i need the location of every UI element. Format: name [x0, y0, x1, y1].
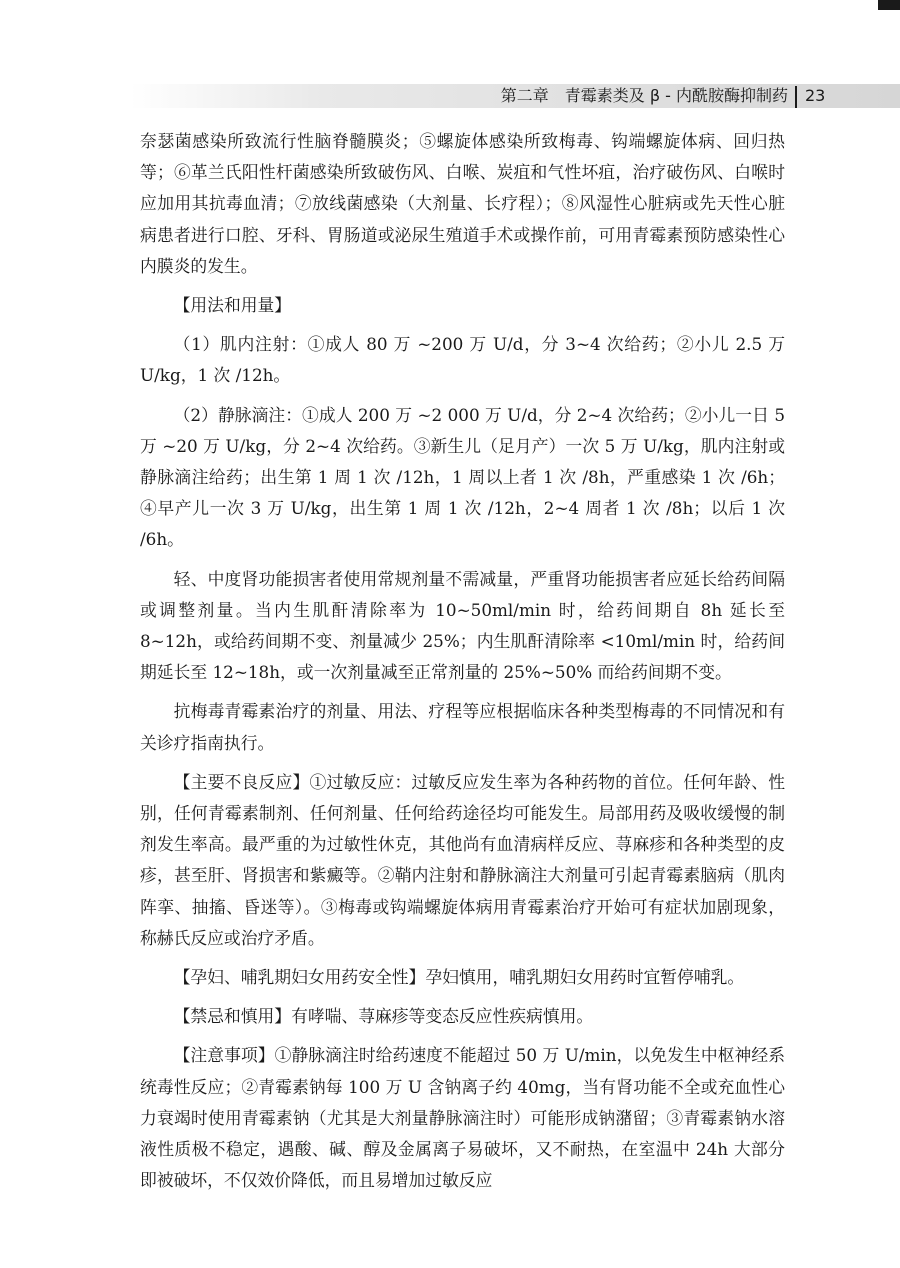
body-text [140, 126, 785, 1205]
paragraph-renal-adjustment: 轻、中度肾功能损害者使用常规剂量不需减量，严重肾功能损害者应延长给药间隔或调整剂量。当内生肌酐清除率为 10~50ml/min 时，给药间期自 8h 延长至 8~12h，或给药间期不变、剂量减少 25%；内生肌酐清除率 <10ml/min 时，给药间期延长至 12~18h，或一次剂量减至正常剂量的 25%~50% 而给药间期不变。 [140, 568, 785, 683]
corner-mark [878, 0, 900, 10]
contraindications-text: 有哮喘、荨麻疹等变态反应性疾病慎用。 [291, 1006, 594, 1027]
paragraph-syphilis: 抗梅毒青霉素治疗的剂量、用法、疗程等应根据临床各种类型梅毒的不同情况和有关诊疗指南执行。 [140, 701, 785, 753]
section-adverse-reactions [140, 767, 785, 954]
section-pregnancy-lactation [140, 962, 785, 993]
page-number: 23 [805, 86, 826, 105]
pregnancy-text: 孕妇慎用，哺乳期妇女用药时宜暂停哺乳。 [425, 967, 745, 988]
section-heading-adverse: 【主要不良反应】 [173, 771, 310, 792]
precautions-text: ①静脉滴注时给药速度不能超过 50 万 U/min，以免发生中枢神经系统毒性反应；②青霉素钠每 100 万 U 含钠离子约 40mg，当有肾功能不全或充血性心力衰竭时使用青霉素钠（尤其是大剂量静脉滴注时）可能形成钠潴留；③青霉素钠水溶液性质极不稳定，遇酸、碱、醇及金属离子易破坏，又不耐热，在室温中 24h 大部分即被破坏，不仅效价降低，而且易增加过敏反应 [140, 1045, 785, 1191]
paragraph-intravenous: （2）静脉滴注：①成人 200 万 ~2 000 万 U/d，分 2~4 次给药；②小儿一日 5 万 ~20 万 U/kg，分 2~4 次给药。③新生儿（足月产）一次 5 万 U/kg，肌内注射或静脉滴注给药；出生第 1 周 1 次 /12h，1 周以上者 1 次 /8h，严重感染 1 次 /6h；④早产儿一次 3 万 U/kg，出生第 1 周 1 次 /12h，2~4 周者 1 次 /8h；以后 1 次 /6h。 [140, 404, 786, 550]
adverse-reactions-text: ①过敏反应：过敏反应发生率为各种药物的首位。任何年龄、性别，任何青霉素制剂、任何剂量、任何给药途径均可能发生。局部用药及吸收缓慢的制剂发生率高。最严重的为过敏性休克，其他尚有血清病样反应、荨麻疹和各种类型的皮疹，甚至肝、肾损害和紫癜等。②鞘内注射和静脉滴注大剂量可引起青霉素脑病（肌肉阵挛、抽搐、昏迷等）。③梅毒或钩端螺旋体病用青霉素治疗开始可有症状加剧现象，称赫氏反应或治疗矛盾。 [140, 771, 785, 948]
section-usage-dosage [140, 290, 785, 321]
section-heading-contraindications: 【禁忌和慎用】 [173, 1006, 292, 1027]
paragraph-intramuscular: （1）肌内注射：①成人 80 万 ~200 万 U/d，分 3~4 次给药；②小儿 2.5 万 U/kg，1 次 /12h。 [140, 334, 785, 386]
paragraph-indications-continued: 奈瑟菌感染所致流行性脑脊髓膜炎；⑤螺旋体感染所致梅毒、钩端螺旋体病、回归热等；⑥革兰氏阳性杆菌感染所致破伤风、白喉、炭疽和气性坏疽，治疗破伤风、白喉时应加用其抗毒血清；⑦放线菌感染（大剂量、长疗程）；⑧风湿性心脏病或先天性心脏病患者进行口腔、牙科、胃肠道或泌尿生殖道手术或操作前，可用青霉素预防感染性心内膜炎的发生。 [140, 131, 785, 276]
section-heading-usage: 【用法和用量】 [173, 295, 292, 316]
section-heading-pregnancy: 【孕妇、哺乳期妇女用药安全性】 [173, 967, 426, 988]
section-heading-precautions: 【注意事项】 [173, 1045, 275, 1066]
section-contraindications [140, 1001, 785, 1032]
section-precautions [140, 1040, 785, 1196]
running-header-title: 第二章 青霉素类及 β - 内酰胺酶抑制药 [500, 86, 788, 105]
header-divider [795, 86, 797, 108]
